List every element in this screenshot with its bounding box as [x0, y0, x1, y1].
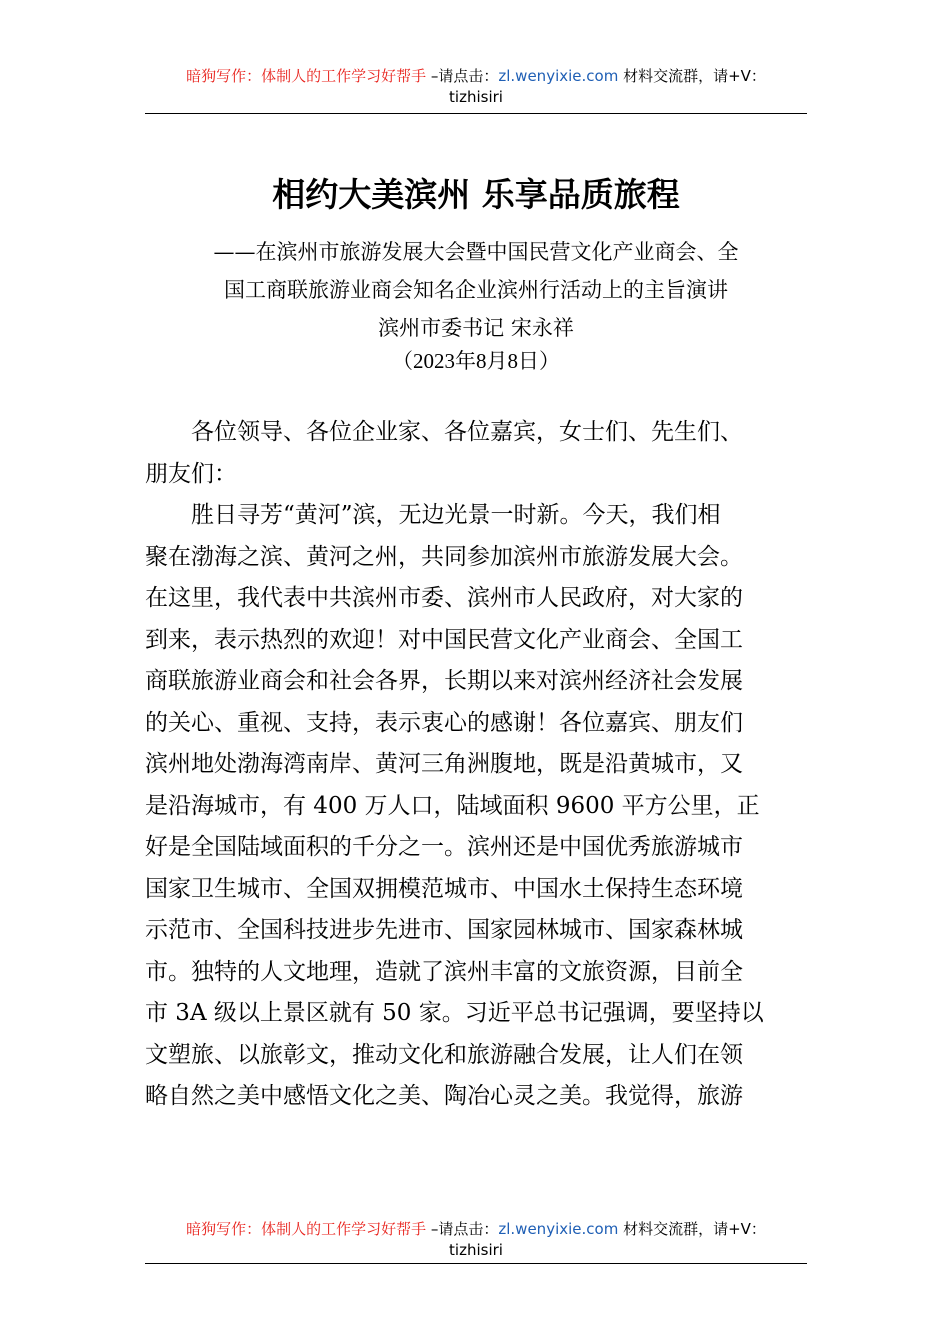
body-line: 示范市、全国科技进步先进市、国家园林城市、国家森林城 [145, 917, 743, 943]
header-brand: 暗狗写作：体制人的工作学习好帮手 [186, 67, 427, 85]
body-line: 聚在渤海之滨、黄河之州，共同参加滨州市旅游发展大会。 [145, 543, 743, 570]
header-banner [145, 66, 807, 108]
body-line: 国家卫生城市、全国双拥模范城市、中国水土保持生态环境 [145, 875, 743, 902]
footer-link[interactable]: zl.wenyixie.com [498, 1220, 619, 1238]
body-line: 各位领导、各位企业家、各位嘉宾，女士们、先生们、 [191, 419, 743, 445]
footer-contact: 材料交流群，请+V： [618, 1220, 766, 1238]
body-line: 文塑旅、以旅彰文，推动文化和旅游融合发展，让人们在领 [145, 1041, 743, 1068]
body-line: 市 3A 级以上景区就有 50 家。习近平总书记强调，要坚持以 [145, 1000, 764, 1026]
body-line: 商联旅游业商会和社会各界，长期以来对滨州经济社会发展 [145, 668, 743, 694]
body-line: 好是全国陆域面积的千分之一。滨州还是中国优秀旅游城市 [145, 834, 743, 860]
footer-prompt: –请点击： [426, 1220, 499, 1238]
footer-wechat-id: tizhisiri [449, 1241, 503, 1259]
body-line: 是沿海城市，有 400 万人口，陆域面积 9600 平方公里，正 [145, 792, 760, 819]
body-line: 胜日寻芳“黄河”滨，无边光景一时新。今天，我们相 [191, 502, 721, 528]
subtitle-line-1: ——在滨州市旅游发展大会暨中国民营文化产业商会、全 [213, 240, 739, 264]
body-line: 略自然之美中感悟文化之美、陶冶心灵之美。我觉得，旅游 [145, 1083, 743, 1109]
header-link[interactable]: zl.wenyixie.com [498, 67, 619, 85]
body-line: 朋友们： [145, 460, 237, 487]
date-line: （2023年8月8日） [392, 349, 560, 373]
document-body [145, 412, 811, 1118]
body-line: 市。独特的人文地理，造就了滨州丰富的文旅资源，目前全 [145, 958, 743, 985]
footer-banner [145, 1219, 807, 1261]
body-line: 到来，表示热烈的欢迎！对中国民营文化产业商会、全国工 [145, 626, 743, 653]
body-line: 滨州地处渤海湾南岸、黄河三角洲腹地，既是沿黄城市，又 [145, 751, 743, 777]
header-divider [145, 113, 807, 114]
footer-divider [145, 1263, 807, 1264]
header-prompt: –请点击： [426, 67, 499, 85]
header-wechat-id: tizhisiri [449, 88, 503, 106]
subtitle-line-2: 国工商联旅游业商会知名企业滨州行活动上的主旨演讲 [224, 278, 728, 302]
document-title: 相约大美滨州 乐享品质旅程 [272, 175, 680, 214]
footer-brand: 暗狗写作：体制人的工作学习好帮手 [186, 1220, 427, 1238]
header-contact: 材料交流群，请+V： [618, 67, 766, 85]
speaker-line: 滨州市委书记 宋永祥 [378, 316, 574, 340]
body-line: 在这里，我代表中共滨州市委、滨州市人民政府，对大家的 [145, 585, 743, 611]
body-line: 的关心、重视、支持，表示衷心的感谢！各位嘉宾、朋友们 [145, 709, 743, 736]
